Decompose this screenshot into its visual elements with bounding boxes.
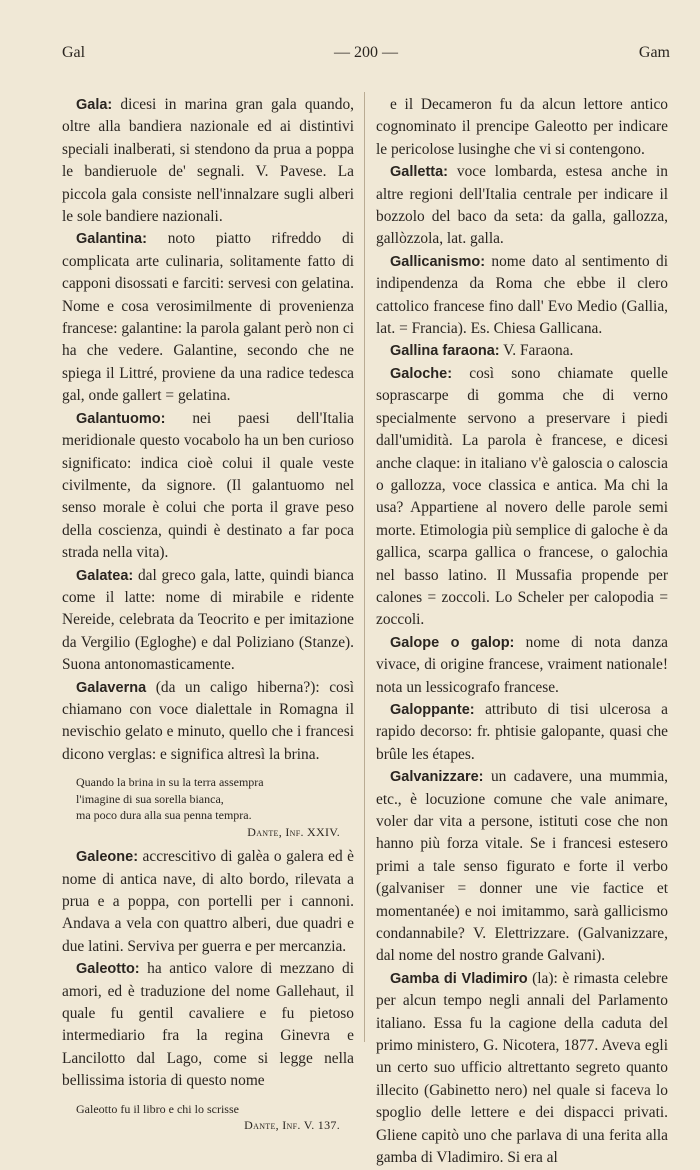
header-left: Gal	[62, 44, 86, 61]
dictionary-entry	[376, 340, 668, 362]
running-header	[62, 44, 670, 68]
entry-definition: dal greco gala, latte, quindi bianca come il latte: nome di mirabile e ridente Nereide, celebrata da Teocrito e per imitazione da Vergilio (Egloghe) e dal Poliziano (Stanze). Suona antonomasticamente.	[62, 566, 354, 674]
quotation-citation: Dante, Inf. XXIV.	[247, 824, 340, 839]
dictionary-entry	[376, 161, 668, 251]
entry-definition: voce lombarda, estesa anche in altre regioni dell'Italia centrale per indicare il bozzolo del baco da seta: da galla, gallozza, gallòzzola, lat. galla.	[376, 163, 668, 248]
dictionary-entry	[62, 565, 354, 677]
dictionary-entry	[376, 632, 668, 699]
entry-definition: noto piatto rifreddo di complicata arte culinaria, solitamente fatto di capponi disossati e farciti: servesi con gelatina. Nome e cosa verosimilmente di provenienza francese: galantine: la parola galant però non ci ha che vedere. Galantine, secondo che ne spiega il Littré, proviene da una radice tedesca gal, onde gallert = gelatina.	[62, 230, 354, 405]
left-column	[62, 94, 354, 1140]
dictionary-entry	[62, 228, 354, 407]
entry-definition: nei paesi dell'Italia meridionale questo vocabolo ha un ben curioso significato: indica cioè colui il quale veste civilmente, da signore. (Il galantuomo nel senso morale è colui che porta il grave peso della coscienza, quindi è destinato a far poca strada nella vita).	[62, 409, 354, 562]
dictionary-entry	[376, 251, 668, 341]
entry-headword: Galeotto:	[76, 961, 140, 978]
dictionary-entry	[376, 363, 668, 632]
dictionary-entry	[376, 766, 668, 968]
entry-headword: Galoppante:	[390, 701, 475, 718]
entry-headword: Gallicanismo:	[390, 253, 486, 270]
quotation-citation: Dante, Inf. V. 137.	[244, 1118, 340, 1133]
verse-quotation	[76, 1101, 354, 1134]
page-number: — 200 —	[334, 44, 398, 61]
dictionary-entry	[376, 94, 668, 161]
entry-definition: nome dato al sentimento di indipendenza da Roma che ebbe il clero cattolico francese fino dall' Evo Medio (Gallia, lat. = Francia). Es. Chiesa Gallicana.	[376, 252, 668, 338]
entry-definition: V. Faraona.	[499, 342, 574, 360]
entry-definition: e il Decameron fu da alcun lettore antico cognominato il prencipe Galeotto per indicare le pericolose lusinghe che vi si contengono.	[376, 96, 668, 158]
entry-definition: nome di nota danza vivace, di origine francese, vraiment nationale! nota un lessicografo francese.	[376, 633, 668, 696]
entry-headword: Gamba di Vladimiro	[390, 970, 528, 987]
dictionary-entry	[376, 968, 668, 1170]
entry-definition: (da un caligo hiberna?): così chiamano con voce dialettale in Romagna il nevischio gelato e minuto, quello che i francesi dicono verglas: e significa altresì la brina.	[62, 678, 354, 763]
dictionary-entry	[62, 958, 354, 1092]
entry-headword: Galantina:	[76, 231, 147, 248]
entry-definition: un cadavere, una mummia, etc., è locuzione comune che vale animare, voler dar vita a persone, istituti cose che non hanno più forza vitale. Se i francesi estesero primi a tale senso figurato e forte il verbo (galvaniser = donner une vie factice et momentanée) e noi imitammo, sarà gallicismo condannabile? V. Elettrizzare. (Galvanizzare, dal nome del nostro grande Galvani).	[376, 768, 668, 965]
entry-headword: Galatea:	[76, 567, 134, 584]
entry-headword: Galvanizzare:	[390, 769, 484, 786]
entry-headword: Galaverna	[76, 679, 147, 696]
column-divider	[364, 92, 365, 1042]
verse-line: ma poco dura alla sua penna tempra.	[76, 808, 252, 823]
dictionary-entry	[62, 677, 354, 767]
verse-line: l'imagine di sua sorella bianca,	[76, 791, 224, 806]
entry-definition: accrescitivo di galèa o galera ed è nome di antica nave, di alto bordo, rilevata a prua e a poppa, con portelli per i cannoni. Andava a vela con quattro alberi, due quadri e due latini. Serviva per guerra e per mercanzia.	[62, 848, 354, 955]
entry-headword: Galope o galop:	[390, 634, 515, 651]
entry-headword: Galletta:	[390, 164, 449, 181]
entry-definition: ha antico valore di mezzano di amori, ed è traduzione del nome Gallehaut, il quale fu gentil cavaliere e fu pietoso intermediario fra la regina Ginevra e Lancilotto dal Lago, come si legge nella bellissima istoria di questo nome	[62, 960, 354, 1090]
verse-line: Quando la brina in su la terra assempra	[76, 775, 264, 790]
entry-headword: Gala:	[76, 97, 113, 113]
entry-headword: Galoche:	[390, 365, 453, 382]
right-column	[376, 94, 668, 1170]
dictionary-entry	[62, 408, 354, 565]
entry-headword: Gallina faraona:	[390, 343, 500, 360]
verse-line: Galeotto fu il libro e chi lo scrisse	[76, 1101, 239, 1116]
entry-headword: Galeone:	[76, 849, 139, 866]
dictionary-entry	[62, 94, 354, 228]
dictionary-entry	[62, 846, 354, 958]
header-right: Gam	[638, 44, 670, 61]
verse-quotation	[76, 774, 354, 840]
entry-definition: dicesi in marina gran gala quando, oltre alla bandiera nazionale ed ai distintivi speciali inalberati, si stendono da prua a poppa le bandieruole de' segnali. V. Pavese. La piccola gala consiste nell'innalzare sugli alberi le sole bandiere nazionali.	[62, 96, 354, 226]
entry-headword: Galantuomo:	[76, 410, 166, 427]
dictionary-entry	[376, 699, 668, 766]
entry-definition: (la): è rimasta celebre per alcun tempo negli annali del Parlamento italiano. Essa fu la cagione della caduta del primo ministero, G. Nicotera, 1877. Aveva egli un certo suo ufficio altrettanto segreto quanto illecito (Gabinetto nero) nel quale si faceva lo spoglio delle lettere e dei dispacci privati. Gliene capitò uno che parlava di una ferita alla gamba di Vladimiro. Si era al	[376, 969, 669, 1167]
entry-definition: così sono chiamate quelle soprascarpe di gomma che di verno specialmente servono a preservare i piedi dall'umidità. La parola è francese, e dicesi anche claque: in italiano v'è galoscia o caloscia o gallozza, voce classica e antica. Ma chi la usa? Appartiene al novero delle parole semi morte. Etimologia più semplice di galoche è da gallica, scarpa gallica o francese, o galochia nel basso latino. Il Mussafia propende per calones = zoccoli. Lo Scheler per calopodia = zoccoli.	[376, 364, 668, 629]
entry-definition: attributo di tisi ulcerosa a rapido decorso: fr. phtisie galopante, quasi che brûle les étapes.	[376, 700, 668, 763]
